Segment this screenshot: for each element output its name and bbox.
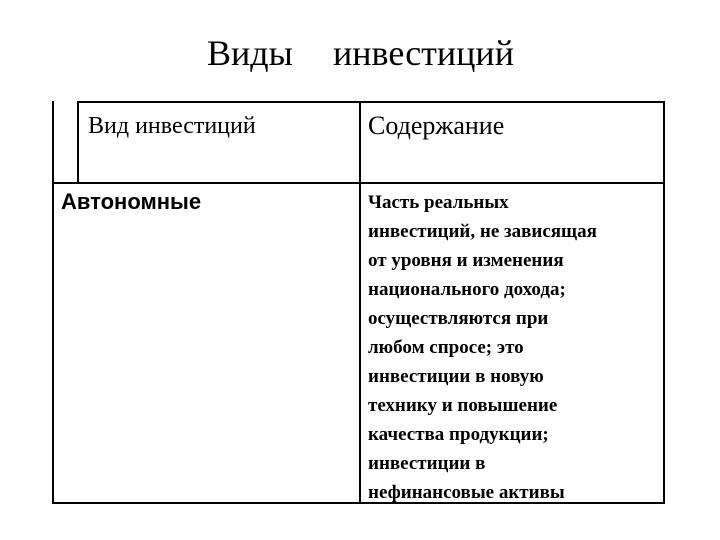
content-line: инвестиции в [368, 453, 486, 474]
header-content: Содержание [368, 111, 505, 140]
content-line: осуществляются при [368, 308, 549, 329]
content-line: любом спросе; это [368, 337, 524, 358]
content-line: Часть реальных [368, 192, 509, 213]
slide-title-word: инвестиций [333, 33, 514, 73]
row-investment-type: Автономные [61, 189, 202, 214]
content-line: качества продукции; [368, 424, 549, 445]
table-border-column-divider [359, 101, 361, 504]
slide-title [0, 28, 720, 78]
table-border-header-left-outer [52, 101, 54, 184]
slide-title-word: Виды [207, 33, 293, 73]
content-line: технику и повышение [368, 395, 558, 416]
table-border-header-left-inner [77, 101, 79, 184]
content-line: национального дохода; [368, 279, 566, 300]
row-content [368, 188, 660, 507]
content-line: от уровня и изменения [368, 250, 564, 271]
investments-table [52, 101, 665, 504]
content-line: инвестиций, не зависящая [368, 221, 597, 242]
table-border-right [663, 101, 665, 504]
content-line: нефинансовые активы [368, 482, 565, 503]
content-line: инвестиции в новую [368, 366, 544, 387]
header-investment-type: Вид инвестиций [88, 113, 256, 139]
table-border-top-header [77, 101, 665, 103]
table-border-left [52, 182, 54, 504]
